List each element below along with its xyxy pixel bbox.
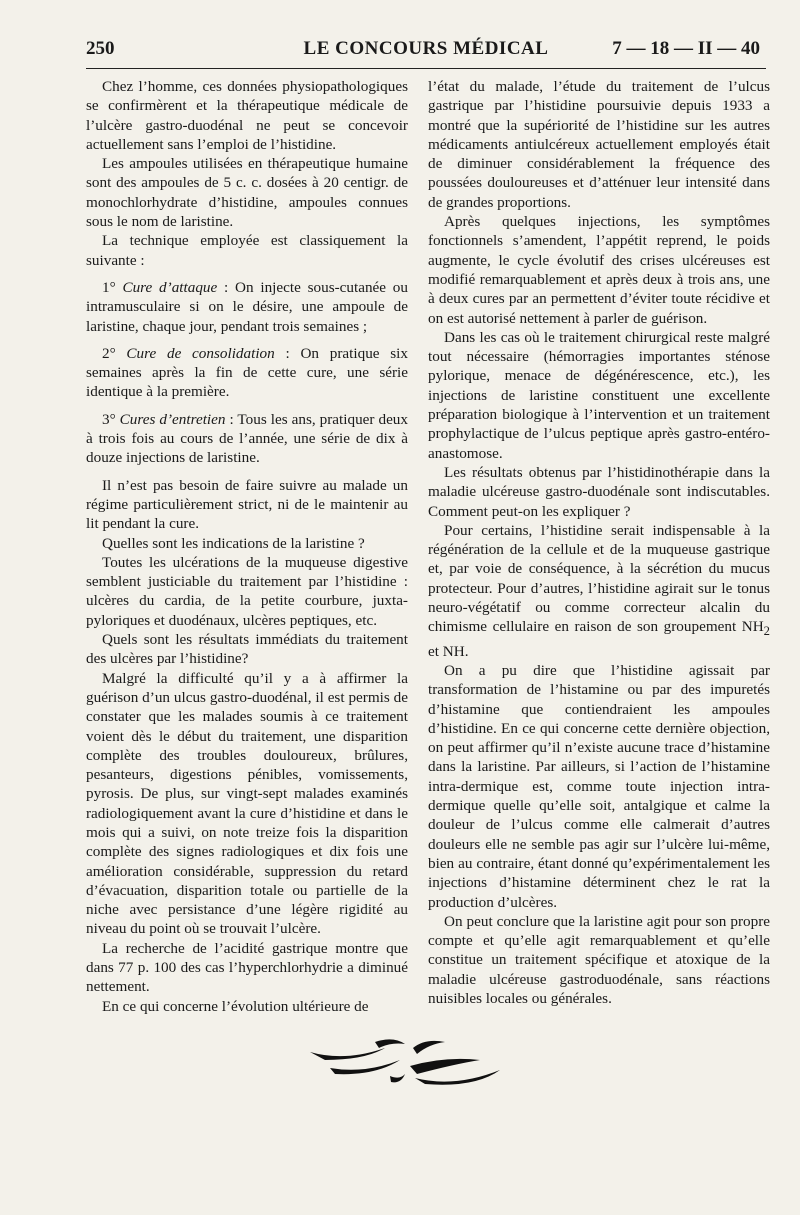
paragraph: Toutes les ulcérations de la muqueuse digestive semblent justiciable du traitement par l’histidine : ulcères du cardia, de la petite courbure, juxta-pyloriques et duodénaux, ulcères peptiques, etc. bbox=[86, 553, 408, 629]
header-rule bbox=[86, 68, 766, 69]
paragraph: En ce qui concerne l’évolution ultérieure de bbox=[102, 997, 369, 1015]
paragraph: La technique employée est classiquement la suivante : bbox=[86, 232, 408, 269]
paragraph: On a pu dire que l’histidine agissait par transformation de l’histamine ou par des impuretés d’histamine que contiendraient les ampoules d’histidine. En ce qui concerne cette dernière objection, on peut affirmer qu’il n’existe aucune trace d’histamine dans la laristine. Par ailleurs, si l’action de l’histamine intra-dermique est, comme toute injection intra-dermique quelle qu’elle soit, antalgique et calme la douleur de l’ulcus comme elle calmerait d’autres douleurs elle ne semble pas agir sur l’ulcère lui-même, bien au contraire, étant donné qu’expérimentalement les injections d’histamine déterminent chez le rat la production d’ulcères. bbox=[428, 661, 770, 911]
issue-date: 7 — 18 — II — 40 bbox=[612, 38, 760, 59]
paragraph: Malgré la difficulté qu’il y a à affirmer la guérison d’un ulcus gastro-duodénal, il est permis de constater que les malades soumis à ce traitement voient dès le début du traitement, une disparition complète des troubles douloureux, brûlures, pesanteurs, digestions pénibles, vomissements, pyrosis. De plus, sur vingt-sept malades examinés radiologiquement avant la cure d’histidine et dans le mois qui a suivi, on note treize fois la disparition complète des signes radiologiques et dix fois une amélioration considérable, suppression du retard d’évacuation, disparition totale ou partielle de la niche avec persistance d’une légère rigidité au niveau du point où se trouvait l’ulcère. bbox=[86, 669, 408, 938]
cure-consolidation: 2° Cure de consolidation : On pratique six semaines après la fin de cette cure, une série identique à la première. bbox=[86, 344, 408, 401]
right-column bbox=[428, 77, 770, 1008]
cure-attaque: 1° Cure d’attaque : On injecte sous-cutanée ou intramusculaire si on le désire, une ampoule de laristine, chaque jour, pendant trois semaines ; bbox=[86, 278, 408, 335]
paragraph: La recherche de l’acidité gastrique montre que dans 77 p. 100 des cas l’hyperchlorhydrie a diminué nettement. bbox=[86, 939, 408, 996]
paragraph: Chez l’homme, ces données physiopathologiques se confirmèrent et la thérapeutique médicale de l’ulcère gastro-duodénal ne peut se concevoir actuellement sans l’emploi de l’histidine. bbox=[86, 78, 408, 153]
journal-title: LE CONCOURS MÉDICAL bbox=[303, 38, 549, 59]
paragraph: Pour certains, l’histidine serait indispensable à la régénération de la cellule et de la muqueuse gastrique et, par voie de conséquence, à la sécrétion du mucus protecteur. Pour d’autres, l’histidine agirait sur le tonus neuro-végétatif ou comme correcteur alcalin du chimisme cellulaire en raison de son groupement $NH_2$ et NH. bbox=[428, 521, 770, 660]
paragraph: Les ampoules utilisées en thérapeutique humaine sont des ampoules de 5 c. c. dosées à 20 centigr. de monochlorhydrate d’histidine, ampoules connues sous le nom de laristine. bbox=[86, 155, 408, 231]
page-number: 250 bbox=[86, 38, 115, 59]
cure-title: Cure d’attaque bbox=[122, 278, 218, 296]
paragraph: Après quelques injections, les symptômes fonctionnels s’amendent, l’appétit reprend, le poids augmente, le cycle évolutif des crises ulcéreuses est modifié remarquablement et après deux à trois ans, une à deux cures par an permettent d’éviter toute récidive et on est autorisé nettement à parler de guérison. bbox=[428, 213, 770, 327]
paragraph: l’état du malade, l’étude du traitement de l’ulcus gastrique par l’histidine poursuivie depuis 1933 a montré que la supériorité de l’histidine sur les autres médicaments antiulcéreux actuellement employés était de diminuer considérablement la fréquence des poussées douloureuses et d’atténuer leur intensité dans de grandes proportions. bbox=[428, 78, 770, 211]
question-heading: Quels sont les résultats immédiats du traitement des ulcères par l’histidine? bbox=[86, 631, 408, 668]
paragraph: Les résultats obtenus par l’histidinothérapie dans la maladie ulcéreuse gastro-duodénale sont indiscutables. Comment peut-on les expliquer ? bbox=[428, 463, 770, 520]
paragraph: Dans les cas où le traitement chirurgical reste malgré tout nécessaire (hémorragies importantes sténose pylorique, menace de dégénérescence, etc.), les injections de laristine constituent une excellente préparation biologique à l’intervention et un traitement prophylactique de l’ulcus peptique après gastro-entéro-anastomose. bbox=[428, 328, 770, 462]
subscript: 2 bbox=[763, 624, 770, 639]
cure-entretien: 3° Cures d’entretien : Tous les ans, pratiquer deux à trois fois au cours de l’année, une série de dix à douze injections de laristine. bbox=[86, 410, 408, 467]
paragraph: On peut conclure que la laristine agit pour son propre compte et qu’elle agit remarquablement et qu’elle constitue un traitement spécifique et atoxique de la maladie ulcéreuse gastroduodénale, sans réactions nuisibles locales ou générales. bbox=[428, 912, 770, 1007]
paragraph: Il n’est pas besoin de faire suivre au malade un régime particulièrement strict, ni de le maintenir au lit pendant la cure. bbox=[86, 476, 408, 533]
decorative-flourish-icon bbox=[305, 1030, 505, 1090]
page-header bbox=[86, 38, 766, 66]
left-column bbox=[86, 77, 408, 1016]
question-heading: Quelles sont les indications de la laristine ? bbox=[102, 534, 365, 552]
cure-title: Cure de consolidation bbox=[126, 344, 275, 362]
cure-title: Cures d’entretien bbox=[119, 410, 226, 428]
